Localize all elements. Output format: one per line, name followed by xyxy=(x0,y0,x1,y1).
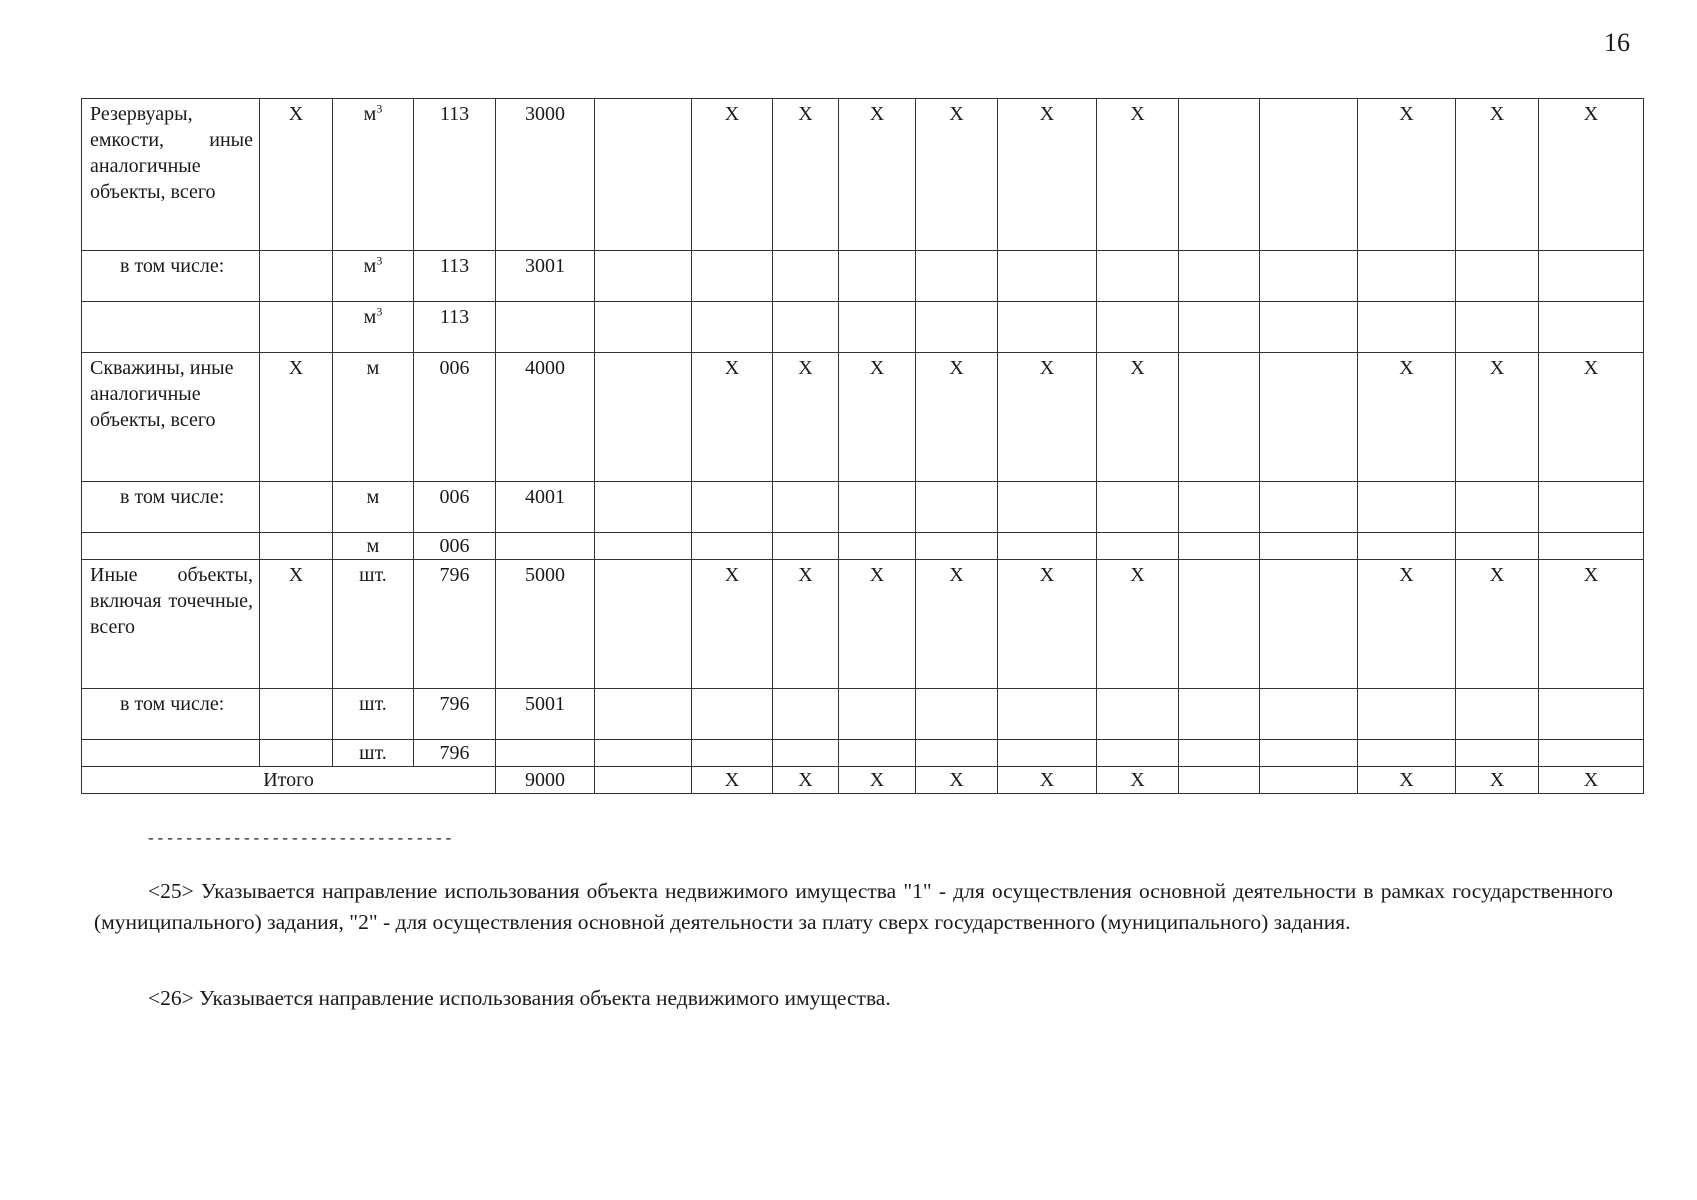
x-mark: Х xyxy=(773,353,839,482)
table-row xyxy=(82,533,1644,560)
row-name: Скважины, иные аналогичные объекты, всего xyxy=(82,353,260,482)
x-mark: Х xyxy=(998,353,1097,482)
table-row xyxy=(82,560,1644,689)
footnote-25: <25> Указывается направление использования объекта недвижимого имущества "1" - для осуществления основной деятельности в рамках государственного (муниципального) задания, "2" - для осуществления основной деятельности за плату сверх государственного (муниципального) задания. xyxy=(94,879,1613,934)
unit-cell: м xyxy=(333,533,414,560)
unit-cell: $м^3$ xyxy=(333,99,414,251)
okei-code: 113 xyxy=(414,302,496,353)
row-name: в том числе: xyxy=(82,251,260,302)
x-mark: Х xyxy=(839,767,916,794)
okei-code: 796 xyxy=(414,689,496,740)
okei-code: 113 xyxy=(414,251,496,302)
okei-code: 006 xyxy=(414,482,496,533)
x-mark: Х xyxy=(1358,560,1456,689)
x-mark: Х xyxy=(692,353,773,482)
line-code: 4000 xyxy=(496,353,595,482)
x-mark: Х xyxy=(1358,767,1456,794)
line-code: 4001 xyxy=(496,482,595,533)
okei-code: 006 xyxy=(414,353,496,482)
x-mark: Х xyxy=(773,99,839,251)
okei-code: 113 xyxy=(414,99,496,251)
x-mark: Х xyxy=(1097,767,1179,794)
table-row xyxy=(82,689,1644,740)
line-code: 5001 xyxy=(496,689,595,740)
table-row xyxy=(82,740,1644,767)
line-code: 9000 xyxy=(496,767,595,794)
x-mark: Х xyxy=(692,99,773,251)
footnote-26: <26> Указывается направление использования объекта недвижимого имущества. xyxy=(148,986,891,1010)
x-mark: Х xyxy=(1539,560,1644,689)
x-mark: Х xyxy=(916,560,998,689)
property-table xyxy=(81,98,1644,794)
line-code: 5000 xyxy=(496,560,595,689)
unit-cell: $м^3$ xyxy=(333,251,414,302)
x-mark: Х xyxy=(839,560,916,689)
x-mark: Х xyxy=(916,767,998,794)
x-mark: Х xyxy=(1456,353,1539,482)
page-number: 16 xyxy=(1604,28,1630,57)
table-row xyxy=(82,99,1644,251)
unit-cell: шт. xyxy=(333,740,414,767)
x-mark: Х xyxy=(260,99,333,251)
x-mark: Х xyxy=(692,560,773,689)
table-row xyxy=(82,251,1644,302)
row-name: в том числе: xyxy=(82,482,260,533)
okei-code: 796 xyxy=(414,740,496,767)
x-mark: Х xyxy=(1456,767,1539,794)
unit-cell: $м^3$ xyxy=(333,302,414,353)
x-mark: Х xyxy=(998,99,1097,251)
unit-cell: шт. xyxy=(333,560,414,689)
x-mark: Х xyxy=(1456,99,1539,251)
row-name: Резервуары, емкости, иные аналогичные объекты, всего xyxy=(82,99,260,251)
table-row xyxy=(82,302,1644,353)
line-code: 3001 xyxy=(496,251,595,302)
unit-cell: шт. xyxy=(333,689,414,740)
x-mark: Х xyxy=(773,560,839,689)
row-name: Иные объекты, включая точечные, всего xyxy=(82,560,260,689)
x-mark: Х xyxy=(1097,353,1179,482)
x-mark: Х xyxy=(1539,353,1644,482)
x-mark: Х xyxy=(1539,99,1644,251)
x-mark: Х xyxy=(692,767,773,794)
x-mark: Х xyxy=(916,353,998,482)
okei-code: 796 xyxy=(414,560,496,689)
total-label: Итого xyxy=(82,767,496,794)
x-mark: Х xyxy=(839,353,916,482)
x-mark: Х xyxy=(1456,560,1539,689)
okei-code: 006 xyxy=(414,533,496,560)
x-mark: Х xyxy=(1358,99,1456,251)
row-name: в том числе: xyxy=(82,689,260,740)
table-row xyxy=(82,482,1644,533)
unit-cell: м xyxy=(333,353,414,482)
x-mark: Х xyxy=(260,560,333,689)
total-row xyxy=(82,767,1644,794)
x-mark: Х xyxy=(998,560,1097,689)
x-mark: Х xyxy=(998,767,1097,794)
x-mark: Х xyxy=(1097,99,1179,251)
footnote-separator: -------------------------------- xyxy=(146,830,454,848)
x-mark: Х xyxy=(839,99,916,251)
x-mark: Х xyxy=(1097,560,1179,689)
x-mark: Х xyxy=(1539,767,1644,794)
line-code: 3000 xyxy=(496,99,595,251)
x-mark: Х xyxy=(260,353,333,482)
x-mark: Х xyxy=(1358,353,1456,482)
table-row xyxy=(82,353,1644,482)
x-mark: Х xyxy=(916,99,998,251)
unit-cell: м xyxy=(333,482,414,533)
x-mark: Х xyxy=(773,767,839,794)
